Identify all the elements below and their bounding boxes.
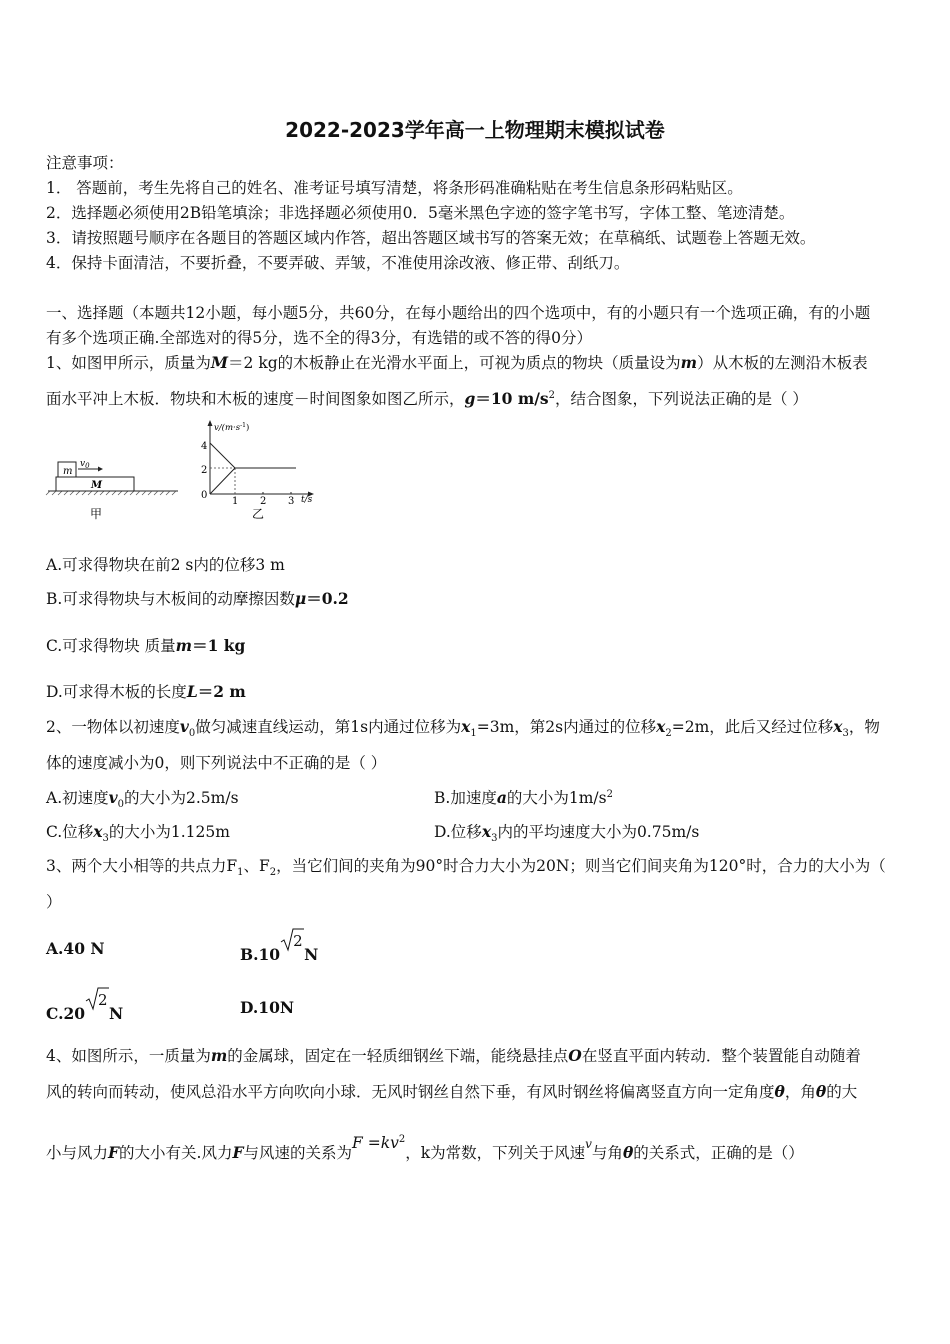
q3-option-row-2 <box>46 991 906 1025</box>
q3-option-a: A.40 N <box>46 939 105 958</box>
q2-option-row-2 <box>46 821 906 843</box>
page-title: 2022-2023学年高一上物理期末模拟试卷 <box>285 118 665 142</box>
q3-option-b: B.10 2 N <box>240 938 318 966</box>
q2-option-c: C.位移$x_3$的大小为1.125m <box>46 822 230 845</box>
q3-stem-line-2: ） <box>46 893 62 911</box>
q4-stem-line-1: 4、如图所示，一质量为m的金属球，固定在一轻质细钢丝下端，能绕悬挂点O在竖直平面内转动．整个装置能自动随着 <box>46 1046 861 1065</box>
q1-stem-line-1: 1、如图甲所示，质量为M＝2 kg的木板静止在光滑水平面上，可视为质点的物块（质量设为m）从木板的左测沿木板表 <box>46 353 868 372</box>
formula-f-kv2: $F =kv^2$ <box>352 1133 406 1152</box>
figure-left-jia <box>46 459 178 521</box>
x-tick-1: 1 <box>232 496 239 507</box>
y-tick-0: 0 <box>201 490 208 501</box>
notice-item-3: 3．请按照题号顺序在各题目的答题区域内作答，超出答题区域书写的答案无效；在草稿纸、试题卷上答题无效。 <box>46 229 816 247</box>
q3-stem-line-1: 3、两个大小相等的共点力$F_1$、$F_2$，当它们间的夹角为90°时合力大小为20N；则当它们间夹角为120°时，合力的大小为（ <box>46 857 886 879</box>
section-intro-line-2: 有多个选项正确.全部选对的得5分，选不全的得3分，有选错的或不答的得0分） <box>46 329 593 347</box>
q4-stem-line-3: 小与风力F的大小有关.风力F与风速的关系为$F =kv^2$，k为常数，下列关于风速$^v$与角θ的关系式，正确的是（） <box>46 1133 804 1162</box>
q4-stem-line-2: 风的转向而转动，使风总沿水平方向吹向小球．无风时钢丝自然下垂，有风时钢丝将偏离竖直方向一定角度θ，角θ的大 <box>46 1082 858 1101</box>
q3-option-d: D.10N <box>240 998 295 1017</box>
q3-option-row-1 <box>46 932 906 964</box>
notice-item-1: 1． 答题前，考生先将自己的姓名、准考证号填写清楚，将条形码准确粘贴在考生信息条形码粘贴区。 <box>46 179 743 197</box>
q1-stem-line-2: 面水平冲上木板．物块和木板的速度－时间图象如图乙所示，g＝10 $m/s^2$，结合图象，下列说法正确的是（ ） <box>46 389 808 408</box>
board-label: M <box>91 480 103 491</box>
y-tick-4: 4 <box>201 441 208 452</box>
notice-item-4: 4．保持卡面清洁，不要折叠，不要弄破、弄皱，不准使用涂改液、修正带、刮纸刀。 <box>46 254 630 272</box>
caption-jia: 甲 <box>90 507 103 521</box>
board-velocity-line <box>210 468 235 494</box>
q2-stem-line-1: 2、一物体以初速度$v_0$做匀减速直线运动，第1s内通过位移为$x_1=3m$，第2s内通过的位移$x_2=2m$，此后又经过位移$x_3$，物 <box>46 717 880 740</box>
block-label: m <box>63 466 73 477</box>
q1-option-b: B.可求得物块与木板间的动摩擦因数μ＝0.2 <box>46 589 349 608</box>
notice-item-2: 2．选择题必须使用2B铅笔填涂；非选择题必须使用0．5毫米黑色字迹的签字笔书写，字体工整、笔迹清楚。 <box>46 204 795 222</box>
q1-option-a: A.可求得物块在前2 s内的位移3 m <box>46 556 285 574</box>
ground-hatch <box>46 491 176 495</box>
q2-option-row-1 <box>46 787 906 809</box>
q3-option-c: C.20 2 N <box>46 1004 123 1023</box>
v0-label: $v_0$ <box>80 459 90 470</box>
q2-option-a: A.初速度$v_0$的大小为2.5m/s <box>46 788 239 811</box>
q1-option-c: C.可求得物块 质量m＝1 kg <box>46 636 246 655</box>
q2-option-d: D.位移$x_3$内的平均速度大小为0.75m/s <box>434 822 700 845</box>
x-axis-label: t/s <box>301 495 313 505</box>
figure-right-yi <box>201 420 314 521</box>
section-intro-line-1: 一、选择题（本题共12小题，每小题5分，共60分，在每小题给出的四个选项中，有的小题只有一个选项正确，有的小题 <box>46 304 871 322</box>
q2-option-b: B.加速度a的大小为$1m/s^2$ <box>434 788 613 807</box>
x-tick-2: 2 <box>260 496 267 507</box>
q2-stem-line-2: 体的速度减小为0，则下列说法中不正确的是（ ） <box>46 754 387 772</box>
q1-option-d: D.可求得木板的长度L＝2 m <box>46 682 246 701</box>
sqrt-icon: 2 <box>280 938 304 960</box>
sqrt-icon: 2 <box>85 997 109 1019</box>
block-velocity-line <box>210 443 235 468</box>
notice-heading: 注意事项： <box>46 154 124 172</box>
y-axis-label: $v/(m\cdot s^{-1})$ <box>214 422 250 433</box>
x-tick-3: 3 <box>288 496 295 507</box>
caption-yi: 乙 <box>252 507 265 521</box>
q1-figure <box>44 418 334 530</box>
y-tick-2: 2 <box>201 465 208 476</box>
